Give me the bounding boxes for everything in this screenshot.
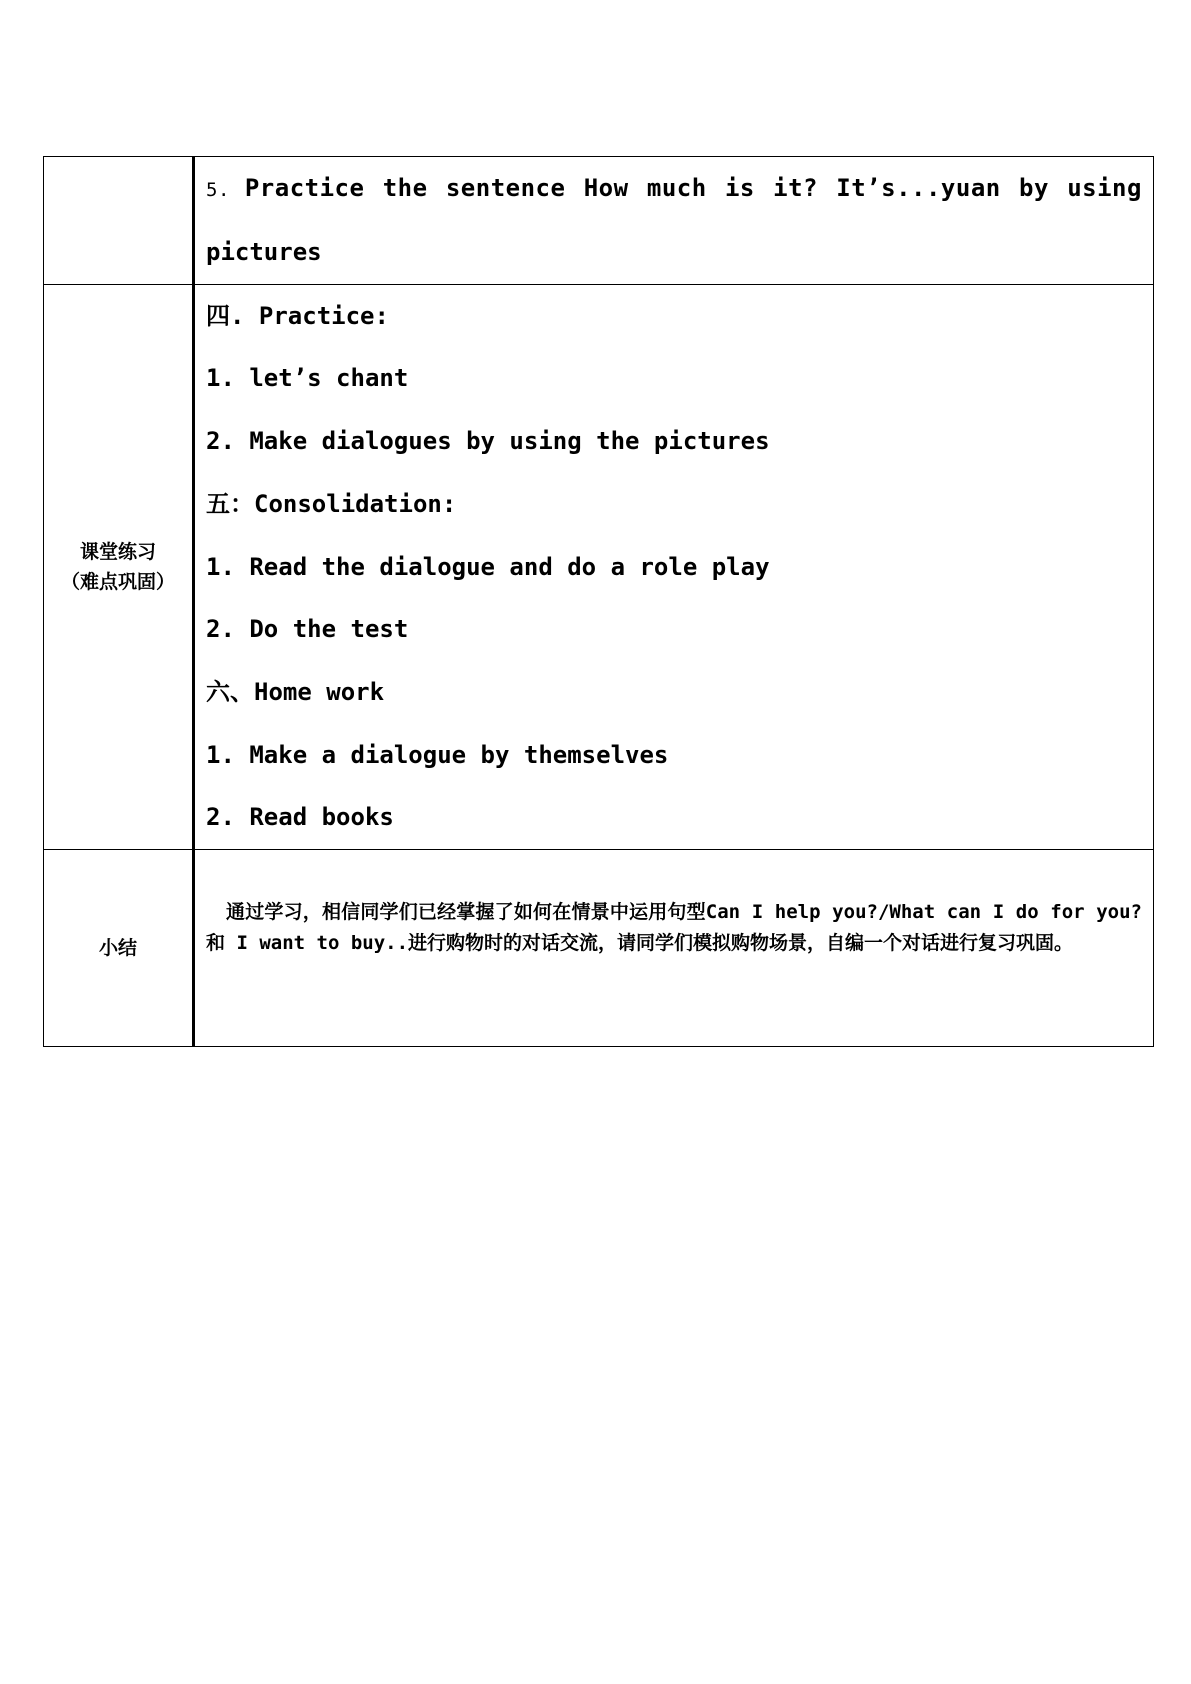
row-label-summary: 小结	[44, 850, 194, 1047]
row-content	[194, 284, 1154, 849]
table-row	[44, 157, 1154, 285]
word: is	[724, 174, 755, 202]
list-item: 2. Make dialogues by using the pictures	[206, 427, 770, 456]
word: much	[646, 174, 707, 202]
label-line: （难点巩固）	[60, 570, 175, 593]
table-row	[44, 850, 1154, 1047]
list-item: 1. Read the dialogue and do a role play	[206, 552, 770, 581]
word: it?	[773, 174, 818, 202]
list-item: 1. let’s chant	[206, 364, 409, 393]
practice-sentence-line	[206, 157, 1142, 221]
row-content	[194, 850, 1154, 1047]
list-item: 1. Make a dialogue by themselves	[206, 740, 669, 769]
word: Practice	[244, 174, 365, 202]
section-heading-practice: 四. Practice:	[206, 301, 389, 330]
word: the	[382, 174, 428, 202]
label-line: 课堂练习	[79, 540, 156, 563]
section-heading-homework: 六、Home work	[206, 677, 385, 706]
list-item: 2. Do the test	[206, 615, 409, 644]
word: by	[1019, 174, 1049, 202]
word: How	[583, 174, 629, 202]
word: sentence	[445, 174, 566, 202]
row-label-practice	[44, 284, 194, 849]
row-content	[194, 157, 1154, 285]
word: It’s...yuan	[836, 174, 1001, 202]
section-heading-consolidation: 五：Consolidation:	[206, 489, 457, 518]
table-row	[44, 284, 1154, 849]
word: using	[1067, 174, 1142, 202]
summary-paragraph: 通过学习，相信同学们已经掌握了如何在情景中运用句型Can I help you?/What can I do for you?和 I want to buy..进行购物时的对话交流，请同学们模拟购物场景，自编一个对话进行复习巩固。	[206, 901, 1142, 955]
item-number: 5.	[206, 179, 230, 201]
list-item: 2. Read books	[206, 803, 394, 832]
lesson-plan-table	[43, 156, 1154, 1047]
continuation-line: pictures	[206, 238, 322, 266]
row-label-empty	[44, 157, 194, 285]
